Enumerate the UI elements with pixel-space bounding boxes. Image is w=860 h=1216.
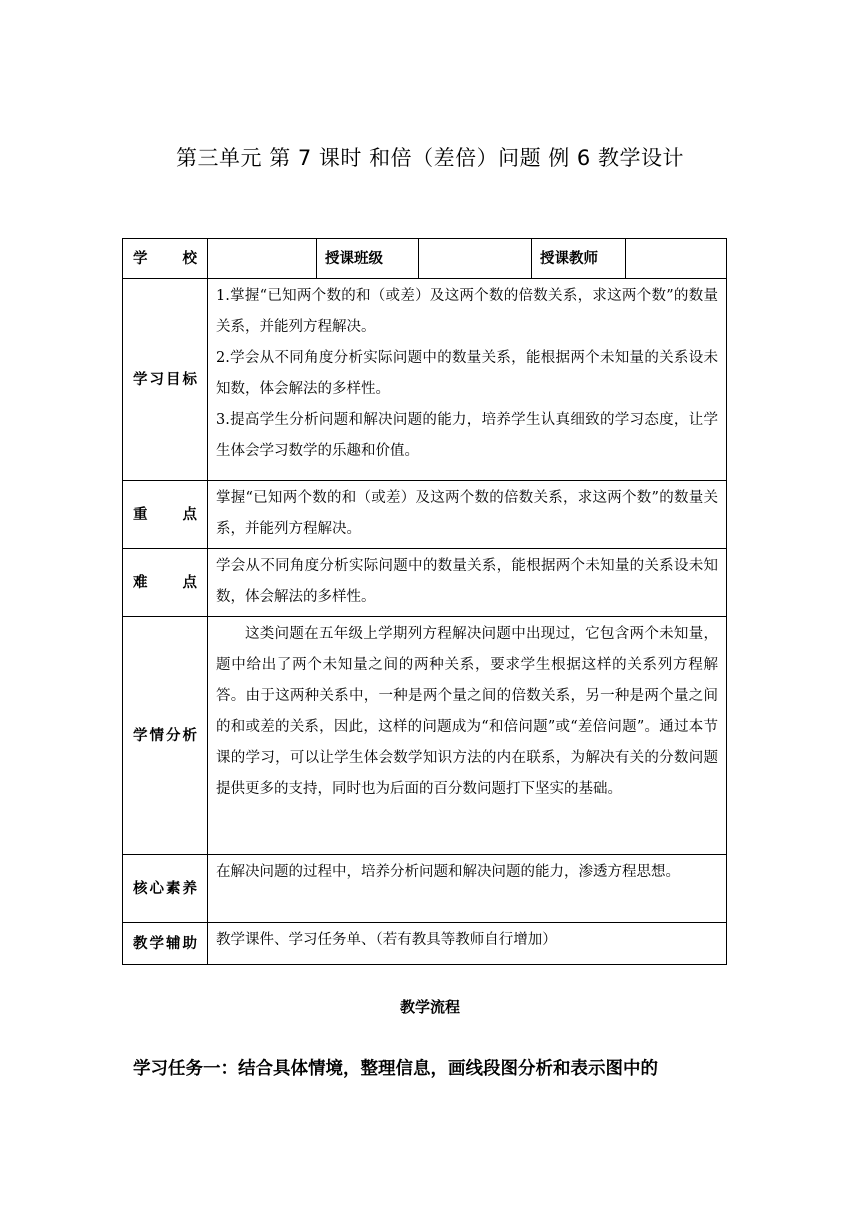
row-teaching-aids — [123, 923, 727, 965]
teaching-aids-text: 教学课件、学习任务单、（若有教具等教师自行增加） — [216, 932, 557, 948]
teacher-label: 授课教师 — [532, 239, 626, 279]
difficulties-text: 学会从不同角度分析实际问题中的数量关系，能根据两个未知量的关系设未知数，体会解法的多样性。 — [216, 558, 718, 605]
learning-task-heading: 学习任务一：结合具体情境，整理信息，画线段图分析和表示图中的 — [133, 1059, 658, 1079]
student-analysis-content — [208, 617, 727, 855]
row-student-analysis — [123, 617, 727, 855]
learning-objectives-content — [208, 279, 727, 481]
key-points-content — [208, 481, 727, 549]
header-row — [123, 239, 727, 279]
objective-1: 1.掌握“已知两个数的和（或差）及这两个数的倍数关系，求这两个数”的数量关系，并能列方程解决。 — [216, 288, 718, 335]
class-label: 授课班级 — [317, 239, 419, 279]
document-title: 第三单元 第 7 课时 和倍（差倍）问题 例 6 教学设计 — [176, 146, 684, 170]
school-label: 学 校 — [123, 239, 208, 279]
key-points-text: 掌握“已知两个数的和（或差）及这两个数的倍数关系，求这两个数”的数量关系，并能列方程解决。 — [216, 490, 718, 537]
objective-2: 2.学会从不同角度分析实际问题中的数量关系，能根据两个未知量的关系设未知数，体会解法的多样性。 — [216, 350, 718, 397]
difficulties-label: 难 点 — [123, 549, 208, 617]
row-learning-objectives — [123, 279, 727, 481]
core-literacy-text: 在解决问题的过程中，培养分析问题和解决问题的能力，渗透方程思想。 — [216, 864, 680, 880]
school-value — [208, 239, 317, 279]
core-literacy-content — [208, 855, 727, 923]
student-analysis-text: 这类问题在五年级上学期列方程解决问题中出现过，它包含两个未知量，题中给出了两个未知量之间的两种关系，要求学生根据这样的关系列方程解答。由于这两种关系中，一种是两个量之间的倍数关系，另一种是两个量之间的和或差的关系，因此，这样的问题成为“和倍问题”或“差倍问题”。通过本节课的学习，可以让学生体会数学知识方法的内在联系，为解决有关的分数问题提供更多的支持，同时也为后面的百分数问题打下坚实的基础。 — [216, 626, 718, 797]
core-literacy-label: 核心素养 — [123, 855, 208, 923]
teaching-aids-label: 教学辅助 — [123, 923, 208, 965]
difficulties-content — [208, 549, 727, 617]
row-core-literacy — [123, 855, 727, 923]
teaching-flow-heading: 教学流程 — [399, 998, 460, 1016]
objective-3: 3.提高学生分析问题和解决问题的能力，培养学生认真细致的学习态度，让学生体会学习数学的乐趣和价值。 — [216, 412, 718, 459]
learning-objectives-label: 学习目标 — [123, 279, 208, 481]
row-difficulties — [123, 549, 727, 617]
class-value — [419, 239, 532, 279]
student-analysis-label: 学情分析 — [123, 617, 208, 855]
teacher-value — [626, 239, 727, 279]
row-key-points — [123, 481, 727, 549]
key-points-label: 重 点 — [123, 481, 208, 549]
lesson-plan-table — [122, 238, 727, 965]
teaching-aids-content — [208, 923, 727, 965]
